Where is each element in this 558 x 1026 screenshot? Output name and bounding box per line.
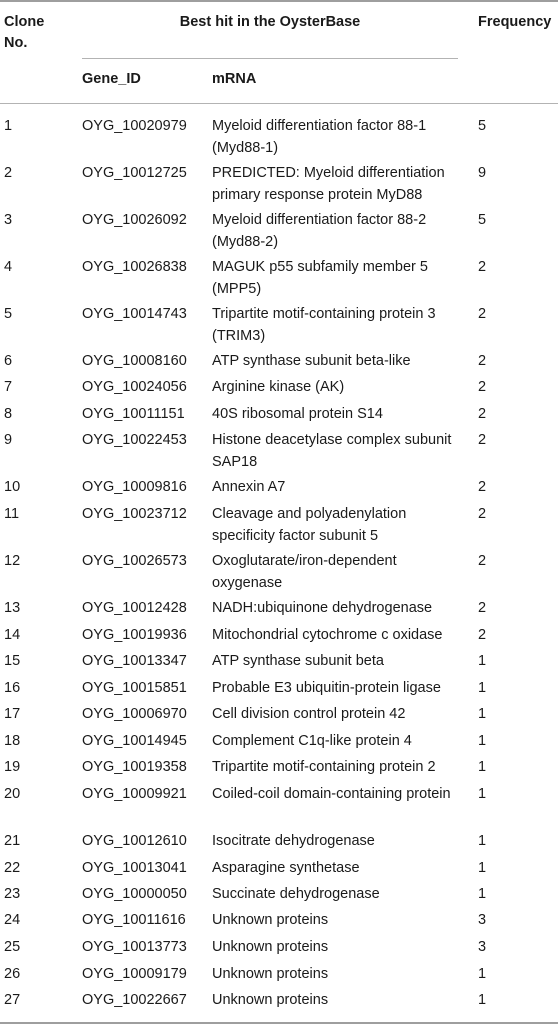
header-frequency: Frequency [478, 14, 552, 30]
frequency-cell: 2 [478, 600, 487, 616]
header-group-rule [82, 58, 458, 59]
mrna-cell: ATP synthase subunit beta-like [212, 353, 411, 369]
frequency-cell: 9 [478, 165, 487, 181]
frequency-cell: 5 [478, 118, 487, 134]
gene-id-cell: OYG_10011151 [82, 406, 185, 422]
gene-id-cell: OYG_10015851 [82, 680, 187, 696]
frequency-cell: 1 [478, 833, 487, 849]
table-top-rule [0, 0, 558, 2]
clone-no-cell: 20 [4, 786, 21, 802]
mrna-cell: Isocitrate dehydrogenase [212, 833, 375, 849]
mrna-cell: Unknown proteins [212, 966, 329, 982]
gene-id-cell: OYG_10024056 [82, 379, 187, 395]
clone-no-cell: 6 [4, 353, 13, 369]
frequency-cell: 5 [478, 212, 487, 228]
mrna-cell: Probable E3 ubiquitin-protein ligase [212, 680, 441, 696]
gene-id-cell: OYG_10026092 [82, 212, 187, 228]
clone-no-cell: 4 [4, 259, 13, 275]
frequency-cell: 1 [478, 886, 487, 902]
mrna-cell: Tripartite motif-containing protein 2 [212, 759, 436, 775]
frequency-cell: 1 [478, 653, 487, 669]
clone-no-cell: 9 [4, 432, 13, 448]
mrna-cell: Cell division control protein 42 [212, 706, 406, 722]
gene-id-cell: OYG_10022667 [82, 992, 187, 1008]
gene-id-cell: OYG_10022453 [82, 432, 187, 448]
frequency-cell: 1 [478, 759, 487, 775]
gene-id-cell: OYG_10012610 [82, 833, 187, 849]
mrna-cell: PREDICTED: Myeloid differentiation primary response protein MyD88 [212, 165, 445, 203]
gene-id-cell: OYG_10012428 [82, 600, 187, 616]
clone-no-cell: 1 [4, 118, 13, 134]
frequency-cell: 1 [478, 733, 487, 749]
gene-id-cell: OYG_10013347 [82, 653, 187, 669]
mrna-cell: Mitochondrial cytochrome c oxidase [212, 627, 443, 643]
clone-no-cell: 26 [4, 966, 21, 982]
clone-no-cell: 3 [4, 212, 13, 228]
clone-no-cell: 24 [4, 912, 21, 928]
frequency-cell: 2 [478, 406, 487, 422]
clone-no-cell: 18 [4, 733, 21, 749]
gene-id-cell: OYG_10026838 [82, 259, 187, 275]
frequency-cell: 2 [478, 432, 487, 448]
gene-id-cell: OYG_10009816 [82, 479, 187, 495]
gene-id-cell: OYG_10009179 [82, 966, 187, 982]
frequency-cell: 1 [478, 786, 487, 802]
frequency-cell: 1 [478, 680, 487, 696]
clone-no-cell: 21 [4, 833, 21, 849]
clone-no-cell: 11 [4, 506, 20, 522]
gene-id-cell: OYG_10008160 [82, 353, 187, 369]
mrna-cell: ATP synthase subunit beta [212, 653, 384, 669]
mrna-cell: Coiled-coil domain-containing protein [212, 786, 451, 802]
table-bottom-rule [0, 1022, 558, 1024]
frequency-cell: 2 [478, 353, 487, 369]
frequency-cell: 1 [478, 966, 487, 982]
gene-id-cell: OYG_10012725 [82, 165, 187, 181]
mrna-cell: Cleavage and polyadenylation specificity factor subunit 5 [212, 506, 407, 544]
gene-id-cell: OYG_10019936 [82, 627, 187, 643]
frequency-cell: 2 [478, 627, 487, 643]
gene-id-cell: OYG_10000050 [82, 886, 187, 902]
mrna-cell: Unknown proteins [212, 939, 329, 955]
clone-no-cell: 15 [4, 653, 21, 669]
frequency-cell: 3 [478, 912, 487, 928]
gene-id-cell: OYG_10023712 [82, 506, 187, 522]
frequency-cell: 1 [478, 860, 487, 876]
frequency-cell: 2 [478, 479, 487, 495]
clone-no-cell: 22 [4, 860, 21, 876]
gene-id-cell: OYG_10014743 [82, 306, 187, 322]
gene-id-cell: OYG_10020979 [82, 118, 187, 134]
mrna-cell: Annexin A7 [212, 479, 286, 495]
header-bottom-rule [0, 103, 558, 104]
clone-no-cell: 10 [4, 479, 21, 495]
mrna-cell: Histone deacetylase complex subunit SAP18 [212, 432, 452, 470]
clone-no-cell: 8 [4, 406, 13, 422]
clone-no-cell: 27 [4, 992, 21, 1008]
gene-id-cell: OYG_10013041 [82, 860, 187, 876]
frequency-cell: 2 [478, 506, 487, 522]
clone-no-cell: 25 [4, 939, 21, 955]
clone-no-cell: 19 [4, 759, 21, 775]
clone-no-cell: 13 [4, 600, 21, 616]
frequency-cell: 1 [478, 706, 487, 722]
clone-no-cell: 2 [4, 165, 13, 181]
clone-no-cell: 7 [4, 379, 13, 395]
clone-no-cell: 23 [4, 886, 21, 902]
frequency-cell: 2 [478, 306, 487, 322]
mrna-cell: Succinate dehydrogenase [212, 886, 380, 902]
header-best-hit: Best hit in the OysterBase [179, 14, 361, 30]
mrna-cell: NADH:ubiquinone dehydrogenase [212, 600, 433, 616]
mrna-cell: Unknown proteins [212, 992, 329, 1008]
clone-no-cell: 14 [4, 627, 21, 643]
frequency-cell: 3 [478, 939, 487, 955]
gene-id-cell: OYG_10011616 [82, 912, 186, 928]
clone-no-cell: 12 [4, 553, 21, 569]
mrna-cell: Complement C1q-like protein 4 [212, 733, 412, 749]
gene-id-cell: OYG_10019358 [82, 759, 187, 775]
mrna-cell: Tripartite motif-containing protein 3 (TRIM3) [212, 306, 436, 344]
clone-no-cell: 17 [4, 706, 21, 722]
header-mrna: mRNA [212, 71, 257, 87]
frequency-cell: 2 [478, 259, 487, 275]
gene-id-cell: OYG_10014945 [82, 733, 187, 749]
gene-id-cell: OYG_10006970 [82, 706, 187, 722]
mrna-cell: Arginine kinase (AK) [212, 379, 345, 395]
mrna-cell: Myeloid differentiation factor 88-2 (Myd88-2) [212, 212, 427, 250]
frequency-cell: 2 [478, 379, 487, 395]
gene-id-cell: OYG_10013773 [82, 939, 187, 955]
mrna-cell: Myeloid differentiation factor 88-1 (Myd88-1) [212, 118, 427, 156]
gene-id-cell: OYG_10009921 [82, 786, 187, 802]
gene-id-cell: OYG_10026573 [82, 553, 187, 569]
header-clone-no: Clone No. [4, 14, 45, 51]
clone-no-cell: 5 [4, 306, 13, 322]
frequency-cell: 1 [478, 992, 487, 1008]
mrna-cell: MAGUK p55 subfamily member 5 (MPP5) [212, 259, 428, 297]
mrna-cell: Asparagine synthetase [212, 860, 360, 876]
mrna-cell: Oxoglutarate/iron-dependent oxygenase [212, 553, 397, 591]
clone-no-cell: 16 [4, 680, 21, 696]
mrna-cell: 40S ribosomal protein S14 [212, 406, 383, 422]
header-gene-id: Gene_ID [82, 71, 141, 87]
frequency-cell: 2 [478, 553, 487, 569]
mrna-cell: Unknown proteins [212, 912, 329, 928]
